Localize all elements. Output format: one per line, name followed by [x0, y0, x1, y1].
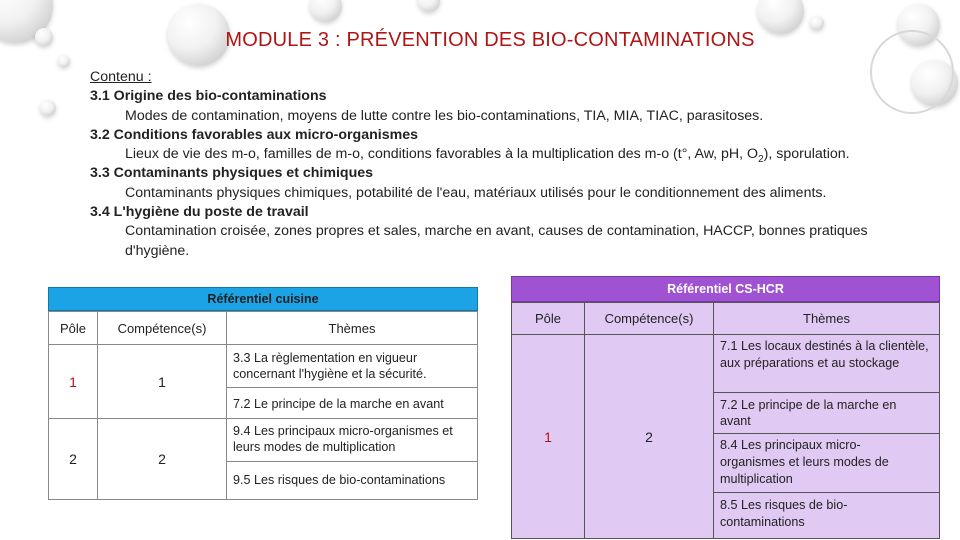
- section-text: Contamination croisée, zones propres et sales, marche en avant, causes de contamination, HACCP, bonnes pratiques d'hygiène.: [125, 223, 868, 259]
- left-row1-pole: 1: [48, 344, 98, 419]
- content-label: Contenu :: [90, 69, 152, 85]
- section-text: Modes de contamination, moyens de lutte contre les bio-contaminations, TIA, MIA, TIAC, parasitoses.: [125, 107, 764, 124]
- left-row1-competence: 1: [97, 344, 227, 419]
- decorative-drop: [40, 100, 56, 116]
- left-table-header: Référentiel cuisine: [48, 287, 478, 311]
- decorative-drop: [810, 16, 824, 30]
- right-theme: 7.2 Le principe de la marche en avant: [713, 392, 940, 434]
- section-heading: 3.2 Conditions favorables aux micro-organismes: [90, 126, 418, 143]
- decorative-drop: [58, 55, 70, 67]
- page-title: MODULE 3 : PRÉVENTION DES BIO-CONTAMINATIONS: [225, 29, 755, 51]
- left-col-themes: Thèmes: [226, 311, 478, 345]
- section-heading: 3.3 Contaminants physiques et chimiques: [90, 165, 374, 182]
- left-row1-theme-a: 3.3 La règlementation en vigueur concernant l'hygiène et la sécurité.: [226, 344, 478, 388]
- right-theme: 8.4 Les principaux micro-organismes et leurs modes de multiplication: [713, 433, 940, 493]
- right-theme: 7.1 Les locaux destinés à la clientèle, aux préparations et au stockage: [713, 334, 940, 393]
- section-text: Lieux de vie des m-o, familles de m-o, conditions favorables à la multiplication des m-o (t°, Aw, pH, $O_2$), sporulation.: [125, 146, 850, 166]
- content-block: [90, 68, 930, 261]
- left-row2-competence: 2: [97, 418, 227, 500]
- left-row2-pole: 2: [48, 418, 98, 500]
- right-col-competence: Compétence(s): [584, 302, 714, 335]
- right-pole-value: 1: [511, 334, 585, 539]
- right-table-header: Référentiel CS-HCR: [511, 276, 940, 302]
- right-col-themes: Thèmes: [713, 302, 940, 335]
- left-row2-theme-b: 9.5 Les risques de bio-contaminations: [226, 461, 478, 500]
- right-theme: 8.5 Les risques de bio-contaminations: [713, 492, 940, 539]
- section-text: Contaminants physiques chimiques, potabilité de l'eau, matériaux utilisés pour le conditionnement des aliments.: [125, 184, 827, 201]
- section-heading: 3.1 Origine des bio-contaminations: [90, 88, 327, 105]
- left-col-pole: Pôle: [48, 311, 98, 345]
- decorative-drop: [418, 0, 440, 12]
- section-heading: 3.4 L'hygiène du poste de travail: [90, 204, 309, 221]
- left-row1-theme-b: 7.2 Le principe de la marche en avant: [226, 387, 478, 419]
- right-competence-value: 2: [584, 334, 714, 539]
- decorative-drop: [310, 0, 342, 22]
- right-col-pole: Pôle: [511, 302, 585, 335]
- left-row2-theme-a: 9.4 Les principaux micro-organismes et leurs modes de multiplication: [226, 418, 478, 462]
- left-col-competence: Compétence(s): [97, 311, 227, 345]
